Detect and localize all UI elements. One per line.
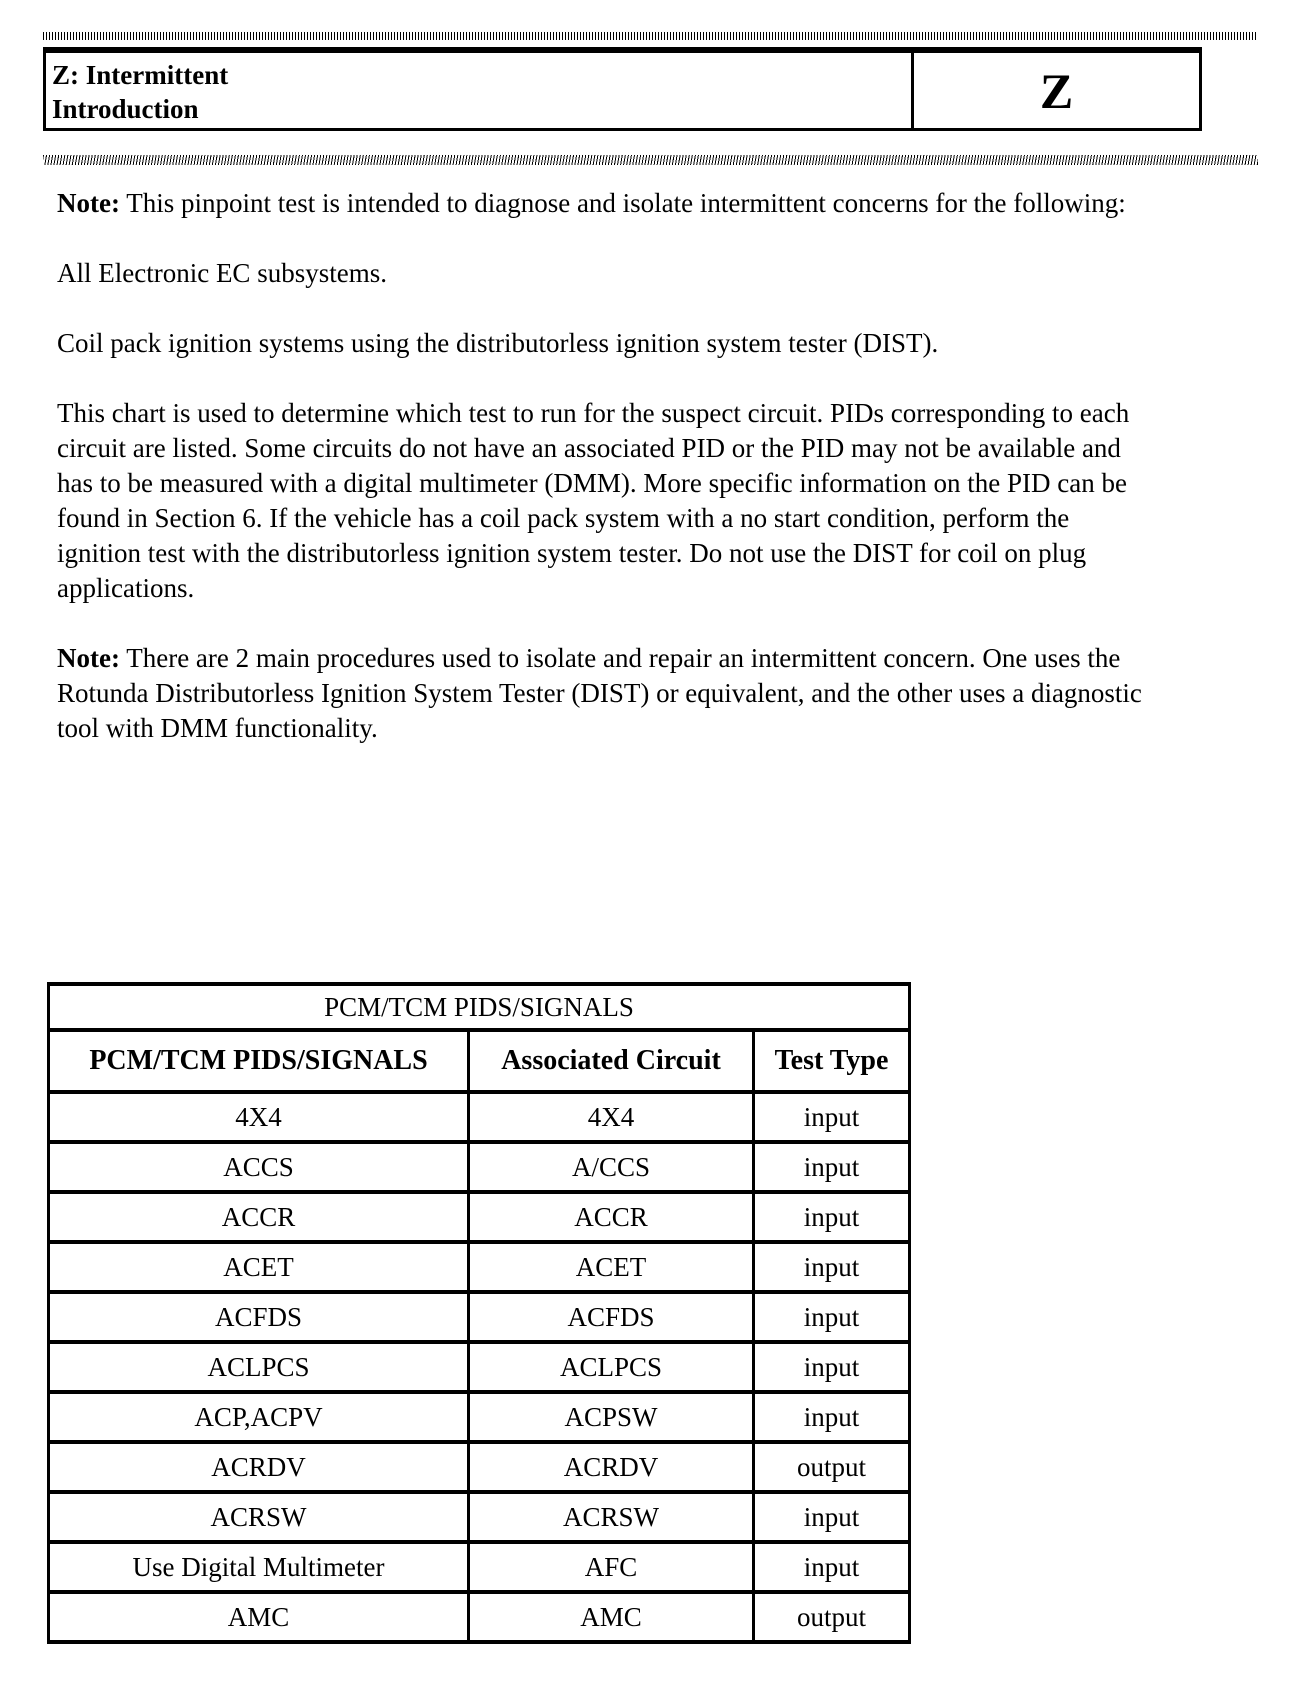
circuit-cell: ACFDS: [469, 1292, 754, 1342]
table-row: [49, 1342, 910, 1392]
circuit-cell: 4X4: [469, 1092, 754, 1142]
test-type-cell: output: [754, 1442, 910, 1492]
section-title-line2: Introduction: [52, 94, 199, 124]
note-paragraph-2: [57, 641, 1157, 746]
pid-cell: ACRSW: [49, 1492, 469, 1542]
note-text: This pinpoint test is intended to diagnose and isolate intermittent concerns for the following:: [119, 188, 1126, 218]
pid-cell: ACRDV: [49, 1442, 469, 1492]
table-row: [49, 1292, 910, 1342]
pid-signals-table: [47, 982, 911, 1644]
section-title-line1: Z: Intermittent: [52, 60, 229, 90]
paragraph-subsystems: All Electronic EC subsystems.: [57, 258, 387, 288]
hatched-rule-bottom: [43, 155, 1258, 165]
note-label: Note:: [57, 188, 120, 218]
test-type-cell: input: [754, 1542, 910, 1592]
section-letter: Z: [1039, 62, 1074, 119]
test-type-cell: input: [754, 1292, 910, 1342]
table-row: [49, 1442, 910, 1492]
body-text: [57, 186, 1157, 781]
hatched-rule-top: [43, 32, 1258, 40]
test-type-cell: input: [754, 1192, 910, 1242]
pid-cell: ACCR: [49, 1192, 469, 1242]
test-type-cell: input: [754, 1092, 910, 1142]
table-row: [49, 1242, 910, 1292]
pid-cell: ACP,ACPV: [49, 1392, 469, 1442]
circuit-cell: A/CCS: [469, 1142, 754, 1192]
section-title: [46, 53, 914, 128]
pid-cell: AMC: [49, 1592, 469, 1642]
paragraph-chart-info: This chart is used to determine which test to run for the suspect circuit. PIDs corresponding to each circuit are listed. Some circuits do not have an associated PID or the PID may not be available and has to be measured with a digital multimeter (DMM). More specific information on the PID can be found in Section 6. If the vehicle has a coil pack system with a no start condition, perform the ignition test with the distributorless ignition system tester. Do not use the DIST for coil on plug applications.: [57, 398, 1130, 603]
paragraph-coil-pack: Coil pack ignition systems using the distributorless ignition system tester (DIST).: [57, 328, 939, 358]
column-header-test-type: Test Type: [754, 1030, 910, 1092]
test-type-cell: input: [754, 1492, 910, 1542]
column-header-circuit: Associated Circuit: [469, 1030, 754, 1092]
note-paragraph-1: [57, 186, 1157, 221]
circuit-cell: ACLPCS: [469, 1342, 754, 1392]
circuit-cell: ACRSW: [469, 1492, 754, 1542]
circuit-cell: ACPSW: [469, 1392, 754, 1442]
column-header-pid: PCM/TCM PIDS/SIGNALS: [49, 1030, 469, 1092]
section-header-box: [43, 47, 1202, 131]
table-row: [49, 1142, 910, 1192]
circuit-cell: ACCR: [469, 1192, 754, 1242]
test-type-cell: input: [754, 1342, 910, 1392]
pid-cell: 4X4: [49, 1092, 469, 1142]
table-row: [49, 1592, 910, 1642]
table-row: [49, 1192, 910, 1242]
table-row: [49, 1542, 910, 1592]
note-label: Note:: [57, 643, 120, 673]
pid-cell: ACET: [49, 1242, 469, 1292]
test-type-cell: input: [754, 1142, 910, 1192]
table-row: [49, 1092, 910, 1142]
table-title-row: [49, 984, 910, 1030]
circuit-cell: ACET: [469, 1242, 754, 1292]
table-row: [49, 1392, 910, 1442]
pid-cell: Use Digital Multimeter: [49, 1542, 469, 1592]
pid-cell: ACLPCS: [49, 1342, 469, 1392]
table-header-row: [49, 1030, 910, 1092]
circuit-cell: AFC: [469, 1542, 754, 1592]
test-type-cell: input: [754, 1392, 910, 1442]
test-type-cell: input: [754, 1242, 910, 1292]
circuit-cell: ACRDV: [469, 1442, 754, 1492]
pid-cell: ACFDS: [49, 1292, 469, 1342]
circuit-cell: AMC: [469, 1592, 754, 1642]
table-row: [49, 1492, 910, 1542]
note-text: There are 2 main procedures used to isolate and repair an intermittent concern. One uses the Rotunda Distributorless Ignition System Tester (DIST) or equivalent, and the other uses a diagnostic tool with DMM functionality.: [57, 643, 1142, 743]
table-title: PCM/TCM PIDS/SIGNALS: [49, 984, 910, 1030]
pid-cell: ACCS: [49, 1142, 469, 1192]
test-type-cell: output: [754, 1592, 910, 1642]
